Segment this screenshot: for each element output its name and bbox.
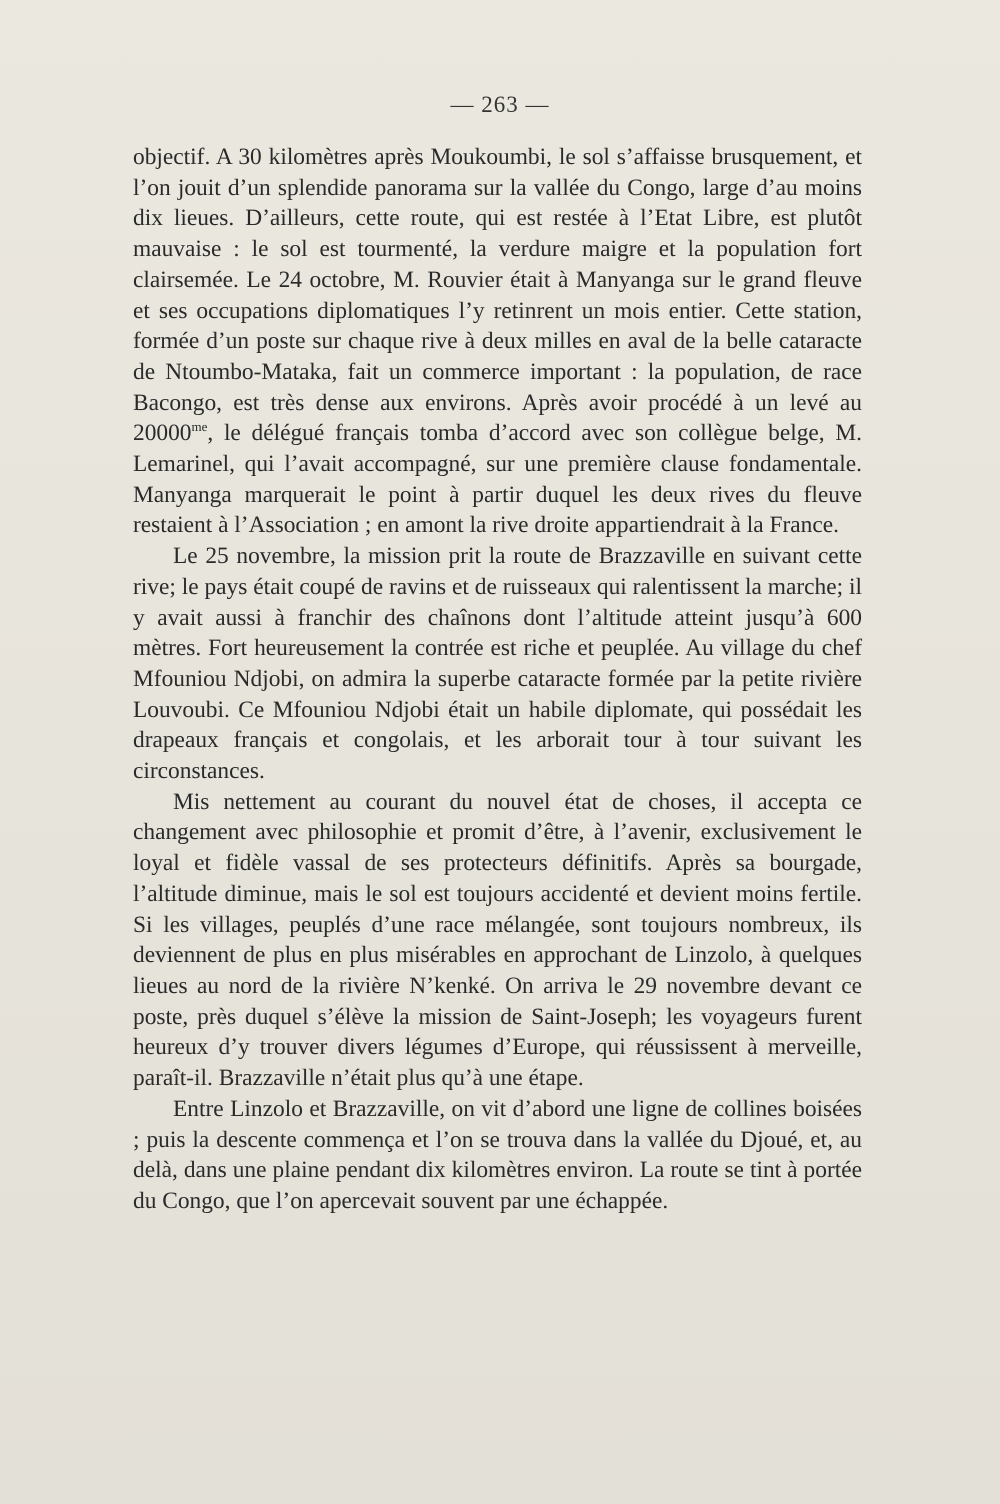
superscript: me [191, 419, 208, 435]
paragraph: Mis nettement au courant du nouvel état de choses, il accepta ce changement avec philosophie et promit d’être, à l’avenir, exclusivement le loyal et fidèle vassal de ses protecteurs définitifs. Après sa bourgade, l’altitude diminue, mais le sol est toujours accidenté et devient moins fertile. Si les villages, peuplés d’une race mélangée, sont toujours nombreux, ils deviennent de plus en plus misérables en approchant de Linzolo, à quelques lieues au nord de la rivière N’kenké. On arriva le 29 novembre devant ce poste, près duquel s’élève la mission de Saint-Joseph; les voyageurs furent heureux d’y trouver divers légumes d’Europe, qui réussissent à merveille, paraît-il. Brazzaville n’était plus qu’à une étape. [133, 788, 862, 1092]
paragraph-text: objectif. A 30 kilomètres après Moukoumbi, le sol s’affaisse brusquement, et l’on jouit d’un splendide panorama sur la vallée du Congo, large d’au moins dix lieues. D’ailleurs, cette route, qui est restée à l’Etat Libre, est plutôt mauvaise : le sol est tourmenté, la verdure maigre et la population fort clairsemée. Le 24 octobre, M. Rouvier était à Manyanga sur le grand fleuve et ses occupations diplomatiques l’y retinrent un mois entier. Cette station, formée d’un poste sur chaque rive à deux milles en aval de la belle cataracte de Ntoumbo-Mataka, fait un commerce important : la population, de race Bacongo, est très dense aux environs. Après avoir procédé à un levé au 20000 [133, 144, 862, 447]
body-text [133, 142, 862, 1217]
paragraph-text: , le délégué français tomba d’accord avec son collègue belge, M. Lemarinel, qui l’avait accompagné, sur une première clause fondamentale. Manyanga marquerait le point à partir duquel les deux rives du fleuve restaient à l’Association ; en amont la rive droite appartiendrait à la France. [133, 420, 862, 539]
paragraph [133, 142, 862, 541]
paragraph: Entre Linzolo et Brazzaville, on vit d’abord une ligne de collines boisées ; puis la descente commença et l’on se trouva dans la vallée du Djoué, et, au delà, dans une plaine pendant dix kilomètres environ. La route se tint à portée du Congo, que l’on apercevait souvent par une échappée. [133, 1095, 862, 1214]
page-number: — 263 — [450, 92, 550, 117]
paragraph: Le 25 novembre, la mission prit la route de Brazzaville en suivant cette rive; le pays était coupé de ravins et de ruisseaux qui ralentissent la marche; il y avait aussi à franchir des chaînons dont l’altitude atteint jusqu’à 600 mètres. Fort heureusement la contrée est riche et peuplée. Au village du chef Mfouniou Ndjobi, on admira la superbe cataracte formée par la petite rivière Louvoubi. Ce Mfouniou Ndjobi était un habile diplomate, qui possédait les drapeaux français et congolais, et les arborait tour à tour suivant les circonstances. [133, 543, 862, 785]
